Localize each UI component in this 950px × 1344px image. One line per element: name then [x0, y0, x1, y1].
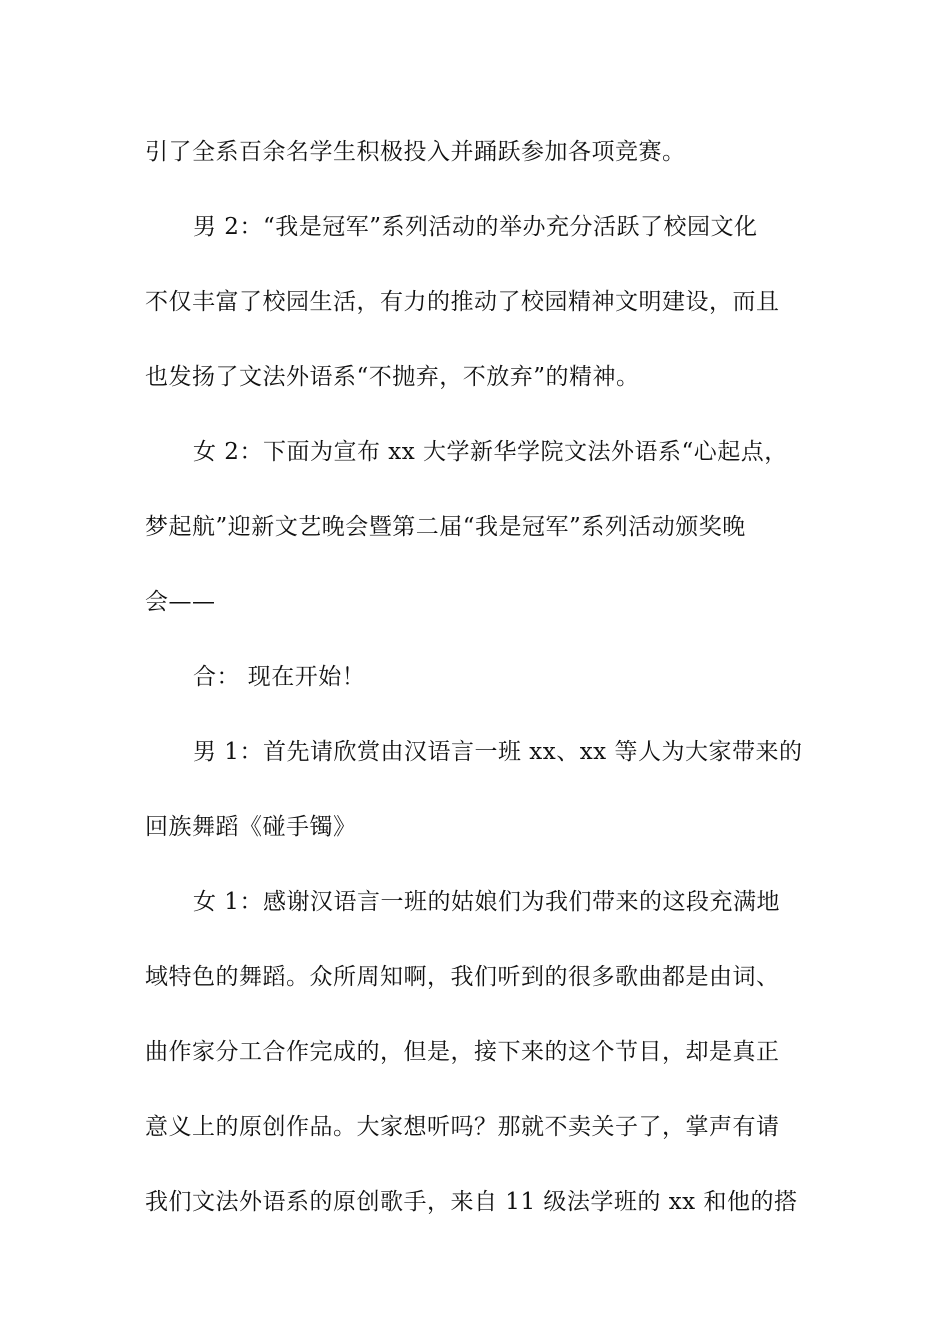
text-line: 男 2：“我是冠军”系列活动的举办充分活跃了校园文化: [193, 214, 758, 240]
text-line: 回族舞蹈《碰手镯》: [145, 814, 357, 840]
text-line: 引了全系百余名学生积极投入并踊跃参加各项竞赛。: [145, 139, 686, 165]
text-line: 女 2：下面为宣布 xx 大学新华学院文法外语系“心起点，: [193, 439, 788, 465]
text-line: 男 1：首先请欣赏由汉语言一班 xx、xx 等人为大家带来的: [193, 739, 803, 765]
text-line: 也发扬了文法外语系“不抛弃，不放弃”的精神。: [145, 364, 640, 390]
text-line: 会——: [145, 589, 216, 615]
text-line: 梦起航”迎新文艺晚会暨第二届“我是冠军”系列活动颁奖晚: [145, 514, 746, 540]
text-line: 曲作家分工合作完成的，但是，接下来的这个节目，却是真正: [145, 1039, 780, 1065]
text-line: 不仅丰富了校园生活，有力的推动了校园精神文明建设，而且: [145, 289, 780, 315]
text-line: 合： 现在开始！: [193, 664, 366, 690]
text-line: 女 1：感谢汉语言一班的姑娘们为我们带来的这段充满地: [193, 889, 780, 915]
text-line: 意义上的原创作品。大家想听吗？那就不卖关子了，掌声有请: [145, 1114, 780, 1140]
text-line: 域特色的舞蹈。众所周知啊，我们听到的很多歌曲都是由词、: [145, 964, 780, 990]
text-line: 我们文法外语系的原创歌手，来自 11 级法学班的 xx 和他的搭: [145, 1189, 798, 1215]
